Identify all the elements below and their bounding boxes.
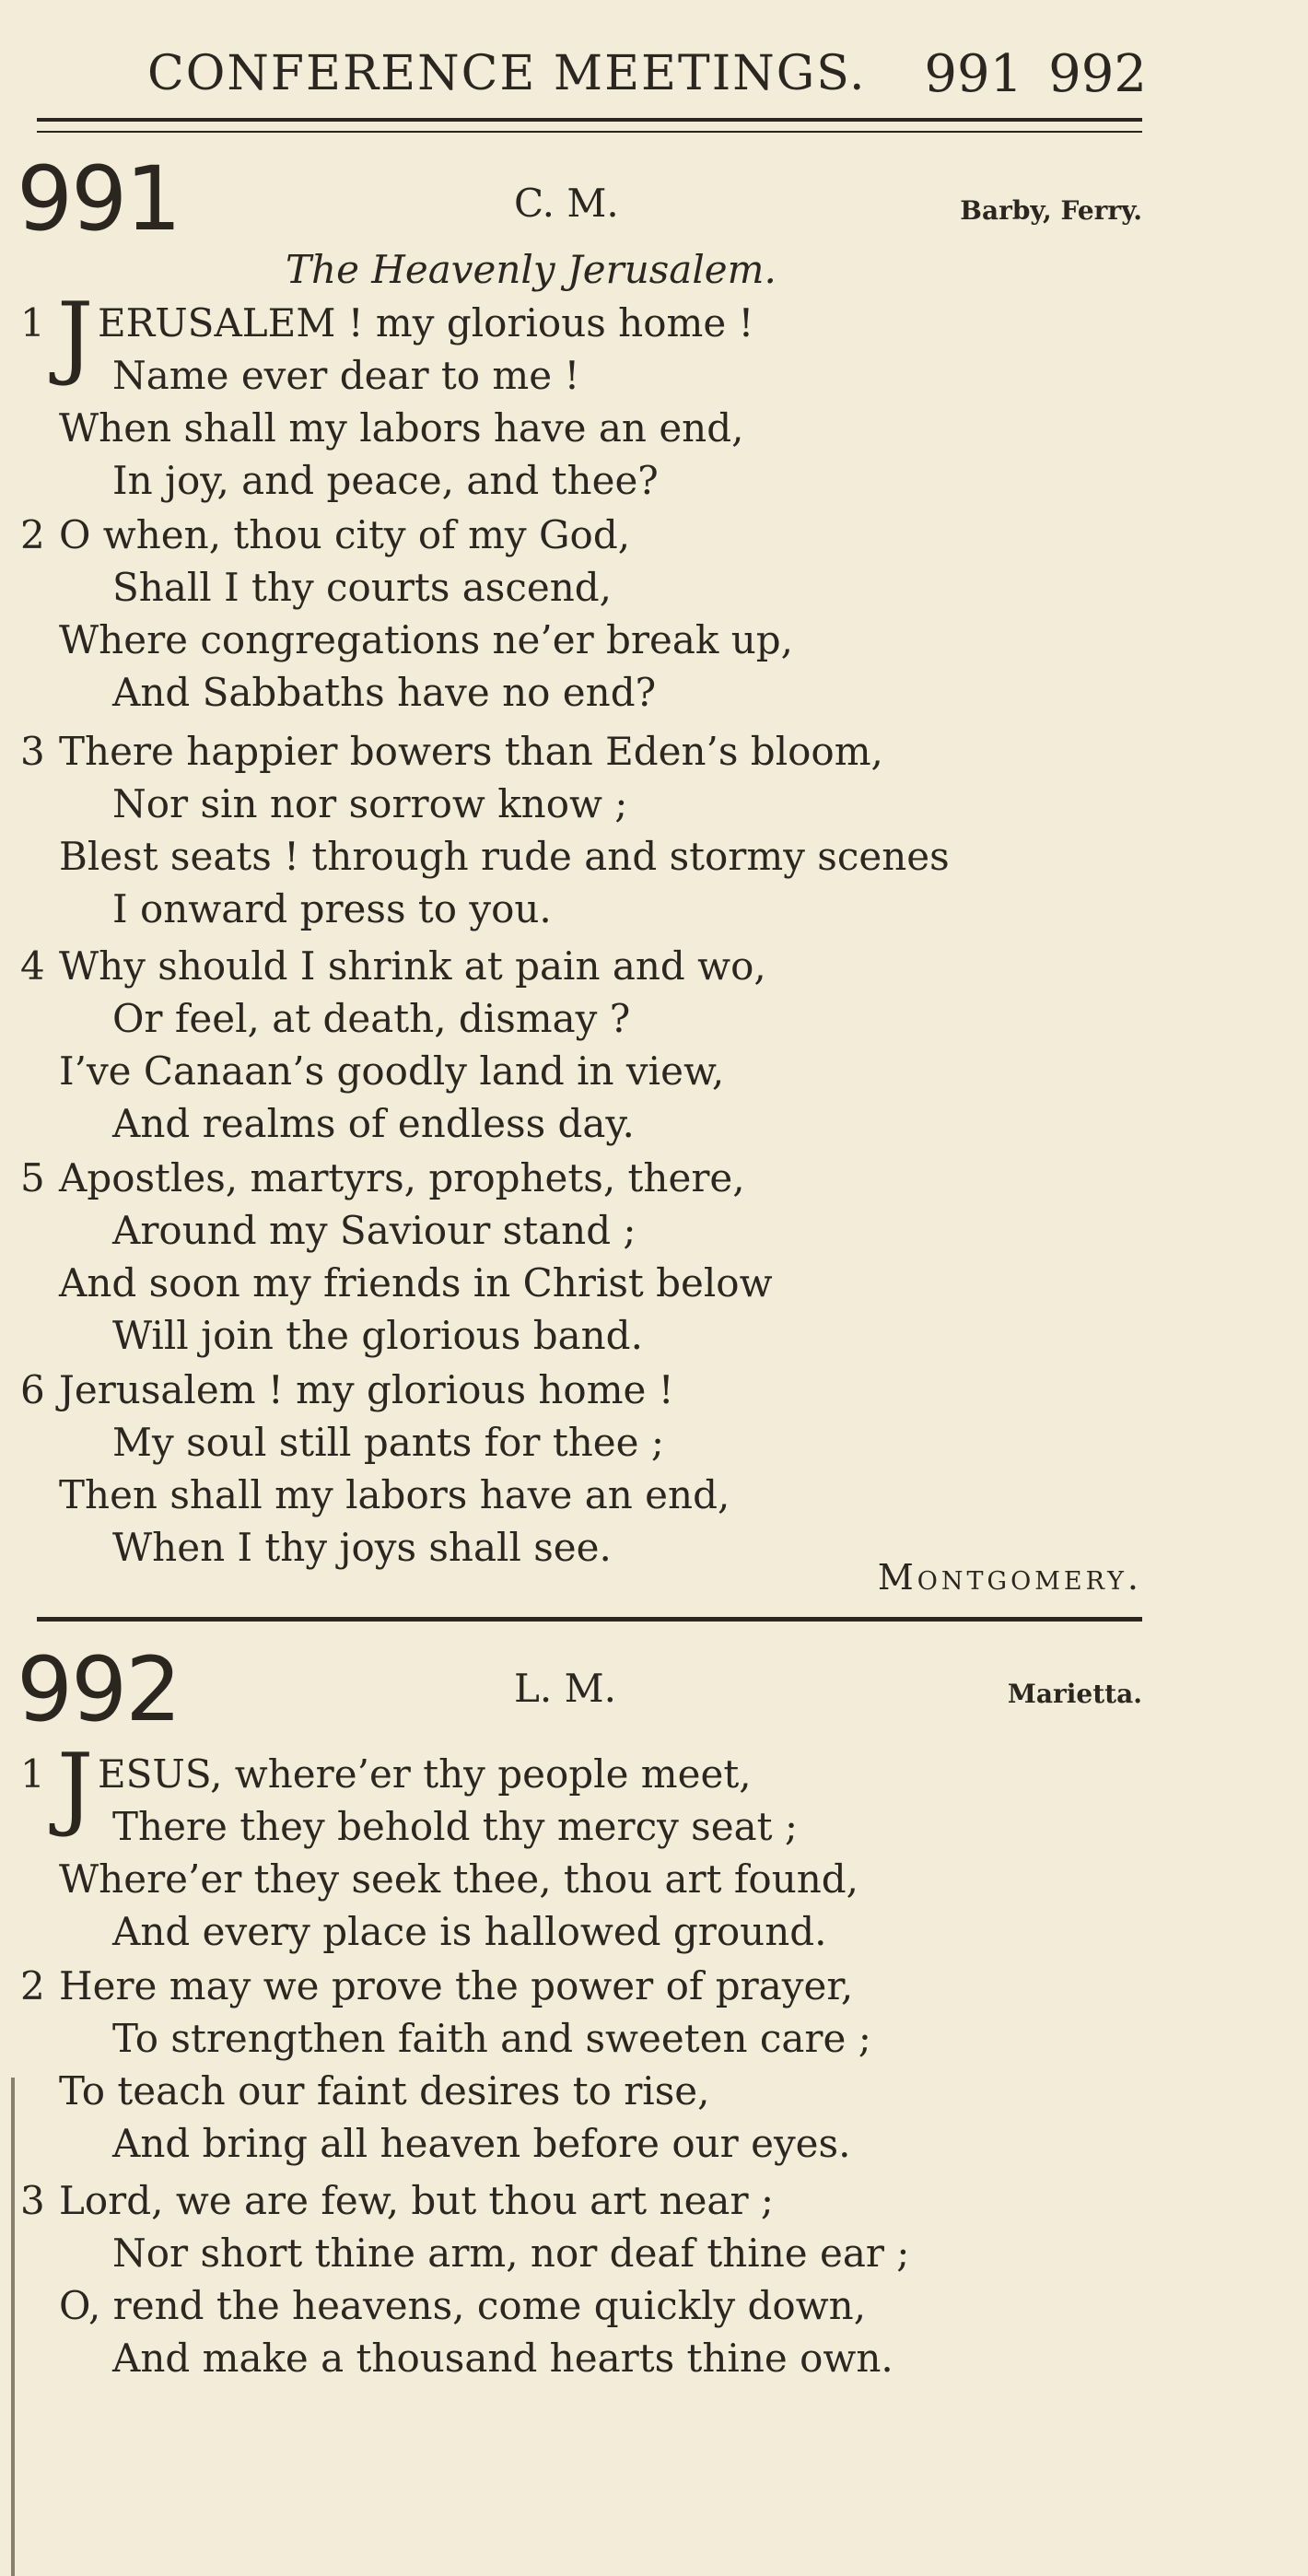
drop-cap: J xyxy=(57,284,94,389)
verse-line: Here may we prove the power of prayer, xyxy=(59,1963,854,2008)
verse-line: Nor short thine arm, nor deaf thine ear ; xyxy=(112,2231,910,2276)
verse-number: 2 xyxy=(20,512,45,557)
verse-line: Nor sin nor sorrow know ; xyxy=(112,781,628,826)
hymn-author: Montgomery. xyxy=(877,1557,1142,1598)
verse-line: Apostles, martyrs, prophets, there, xyxy=(59,1155,745,1200)
verse-number: 1 xyxy=(20,300,45,345)
hymn-divider xyxy=(37,1617,1142,1622)
hymn-number: 991 xyxy=(17,147,181,251)
verse-line: Will join the glorious band. xyxy=(112,1313,643,1358)
verse-line: Where congregations ne’er break up, xyxy=(59,617,793,662)
verse-line: Around my Saviour stand ; xyxy=(112,1208,636,1253)
verse-line: And make a thousand hearts thine own. xyxy=(112,2336,893,2381)
hymn-title: The Heavenly Jerusalem. xyxy=(286,247,777,292)
hymn-meter: L. M. xyxy=(514,1666,616,1711)
verse-line: O, rend the heavens, come quickly down, xyxy=(59,2283,867,2328)
hymn-meter: C. M. xyxy=(514,181,619,226)
verse-line: Shall I thy courts ascend, xyxy=(112,565,613,610)
verse-line: To strengthen faith and sweeten care ; xyxy=(112,2016,871,2061)
verse-number: 4 xyxy=(20,943,45,989)
header-rule xyxy=(37,118,1142,133)
verse-line: In joy, and peace, and thee? xyxy=(112,458,659,503)
verse-line: Blest seats ! through rude and stormy scenes xyxy=(59,834,950,879)
verse-number: 2 xyxy=(20,1963,45,2008)
verse-number: 5 xyxy=(20,1155,45,1200)
scan-margin-line xyxy=(11,2078,15,2576)
verse-line: There happier bowers than Eden’s bloom, xyxy=(59,729,883,774)
verse-line: Where’er they seek thee, thou art found, xyxy=(59,1856,859,1902)
verse-line-rest: ERUSALEM ! my glorious home ! xyxy=(98,300,754,345)
running-header-title: CONFERENCE MEETINGS. xyxy=(147,46,867,101)
verse-line: O when, thou city of my God, xyxy=(59,512,631,557)
verse-line: And soon my friends in Christ below xyxy=(59,1260,773,1306)
verse-line: Name ever dear to me ! xyxy=(112,353,580,398)
verse-line: There they behold thy mercy seat ; xyxy=(112,1804,799,1849)
verse-line: My soul still pants for thee ; xyxy=(112,1420,664,1465)
verse-number: 6 xyxy=(20,1367,45,1412)
verse-line-rest: ESUS, where’er thy people meet, xyxy=(98,1751,752,1797)
verse-line: To teach our faint desires to rise, xyxy=(59,2068,710,2113)
verse-line: Why should I shrink at pain and wo, xyxy=(59,943,766,989)
verse-line: I’ve Canaan’s goodly land in view, xyxy=(59,1048,725,1094)
hymn-tune: Barby, Ferry. xyxy=(960,195,1142,226)
verse-line: When I thy joys shall see. xyxy=(112,1525,612,1570)
verse-line: Then shall my labors have an end, xyxy=(59,1472,730,1517)
verse-line: Lord, we are few, but thou art near ; xyxy=(59,2178,775,2223)
verse-number: 3 xyxy=(20,729,45,774)
running-header-page-numbers: 991 992 xyxy=(924,44,1147,104)
hymn-number: 992 xyxy=(17,1638,181,1741)
verse-line: And bring all heaven before our eyes. xyxy=(112,2121,851,2166)
verse-line: When shall my labors have an end, xyxy=(59,405,744,451)
verse-line: Or feel, at death, dismay ? xyxy=(112,996,631,1041)
verse-number: 3 xyxy=(20,2178,45,2223)
drop-cap: J xyxy=(57,1735,94,1840)
verse-line: And realms of endless day. xyxy=(112,1101,635,1146)
verse-line: Jerusalem ! my glorious home ! xyxy=(59,1367,674,1412)
verse-line: And every place is hallowed ground. xyxy=(112,1909,827,1954)
hymn-tune: Marietta. xyxy=(1007,1679,1142,1709)
verse-line: And Sabbaths have no end? xyxy=(112,670,657,715)
verse-number: 1 xyxy=(20,1751,45,1797)
verse-line: I onward press to you. xyxy=(112,886,552,931)
